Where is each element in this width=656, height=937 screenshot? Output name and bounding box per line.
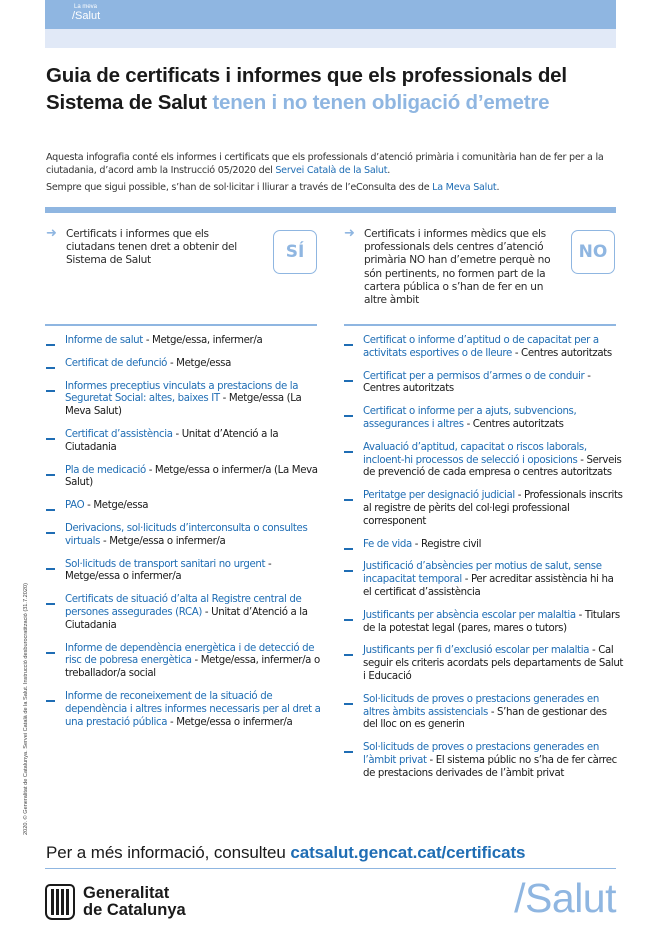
si-badge: SÍ bbox=[273, 230, 317, 274]
list-item: Fe de vida - Registre civil bbox=[344, 539, 624, 552]
dash-bullet-icon bbox=[344, 499, 353, 501]
no-badge: NO bbox=[571, 230, 615, 274]
list-item: Certificat o informe per a ajuts, subvencions, assegurances i altres - Centres autoritzats bbox=[344, 406, 624, 432]
list-item: Certificat per a permisos d’armes o de conduir - Centres autoritzats bbox=[344, 371, 624, 397]
list-item: Derivacions, sol·licituds d’interconsulta o consultes virtuals - Metge/essa o infermer/a bbox=[46, 523, 326, 549]
si-column-divider bbox=[45, 324, 317, 326]
dash-bullet-icon bbox=[344, 703, 353, 705]
dash-bullet-icon bbox=[46, 603, 55, 605]
copyright-side-note: 2020. © Generalitat de Catalunya. Servei Català de la Salut. Instrucció desburocratització (31.7.2020) bbox=[23, 583, 29, 835]
top-sub-banner bbox=[45, 29, 616, 48]
catalan-shield-icon bbox=[45, 884, 75, 920]
footer-divider bbox=[45, 868, 616, 869]
no-list bbox=[344, 335, 624, 791]
dash-bullet-icon bbox=[344, 619, 353, 621]
salut-logo: /Salut bbox=[514, 875, 616, 921]
dash-bullet-icon bbox=[46, 700, 55, 702]
list-item: Sol·licituds de proves o prestacions generades en altres àmbits assistencials - S’han de gestionar des del lloc on es generin bbox=[344, 694, 624, 732]
list-item: Justificants per fi d’exclusió escolar per malaltia - Cal seguir els criteris acordats pels departaments de Salut i Educació bbox=[344, 645, 624, 683]
dash-bullet-icon bbox=[344, 415, 353, 417]
dash-bullet-icon bbox=[344, 570, 353, 572]
page-title: Guia de certificats i informes que els professionals del Sistema de Salut tenen i no tenen obligació d’emetre bbox=[46, 64, 567, 114]
intro-text bbox=[46, 152, 626, 200]
list-item: Informes preceptius vinculats a prestacions de la Seguretat Social: altes, baixes IT - Metge/essa (La Meva Salut) bbox=[46, 381, 326, 419]
dash-bullet-icon bbox=[344, 548, 353, 550]
servei-catala-link[interactable]: Servei Català de la Salut bbox=[275, 164, 388, 176]
list-item: Informe de dependència energètica i de detecció de risc de pobresa energètica - Metge/essa, infermer/a o treballador/a social bbox=[46, 643, 326, 681]
more-info: Per a més informació, consulteu catsalut.gencat.cat/certificats bbox=[46, 843, 526, 862]
list-item: Informe de salut - Metge/essa, infermer/a bbox=[46, 335, 326, 348]
list-item: Sol·licituds de transport sanitari no urgent - Metge/essa o infermer/a bbox=[46, 559, 326, 585]
list-item: PAO - Metge/essa bbox=[46, 500, 326, 513]
list-item: Pla de medicació - Metge/essa o infermer/a (La Meva Salut) bbox=[46, 465, 326, 491]
dash-bullet-icon bbox=[344, 654, 353, 656]
dash-bullet-icon bbox=[344, 380, 353, 382]
dash-bullet-icon bbox=[344, 751, 353, 753]
dash-bullet-icon bbox=[46, 509, 55, 511]
dash-bullet-icon bbox=[46, 532, 55, 534]
top-banner bbox=[45, 0, 616, 29]
la-meva-salut-logo: La meva /Salut bbox=[72, 4, 101, 22]
list-item: Sol·licituds de proves o prestacions generades en l’àmbit privat - El sistema públic no s’ha de fer càrrec de prestacions derivades de l’àmbit privat bbox=[344, 742, 624, 780]
dash-bullet-icon bbox=[46, 474, 55, 476]
dash-bullet-icon bbox=[46, 568, 55, 570]
dash-bullet-icon bbox=[344, 451, 353, 453]
arrow-right-icon: ➜ bbox=[344, 226, 355, 241]
list-item: Certificats de situació d’alta al Registre central de persones assegurades (RCA) - Unitat d’Atenció a la Ciutadania bbox=[46, 594, 326, 632]
si-list bbox=[46, 335, 326, 739]
dash-bullet-icon bbox=[46, 344, 55, 346]
dash-bullet-icon bbox=[344, 344, 353, 346]
dash-bullet-icon bbox=[46, 438, 55, 440]
intro-paragraph-1: Aquesta infografia conté els informes i certificats que els professionals d’atenció primària i comunitària han de fer per a la ciutadania, d’acord amb la Instrucció 05/2020 del Servei Català de la Salut. bbox=[46, 152, 604, 176]
dash-bullet-icon bbox=[46, 367, 55, 369]
catsalut-certificats-link[interactable]: catsalut.gencat.cat/certificats bbox=[290, 843, 526, 862]
no-column-divider bbox=[344, 324, 616, 326]
list-item: Certificat de defunció - Metge/essa bbox=[46, 358, 326, 371]
list-item: Peritatge per designació judicial - Professionals inscrits al registre de pèrits del col·legi professional corresponent bbox=[344, 490, 624, 528]
list-item: Certificat o informe d’aptitud o de capacitat per a activitats esportives o de lleure - Centres autoritzats bbox=[344, 335, 624, 361]
section-divider bbox=[45, 207, 616, 213]
list-item: Certificat d’assistència - Unitat d’Atenció a la Ciutadania bbox=[46, 429, 326, 455]
la-meva-salut-link[interactable]: La Meva Salut bbox=[432, 182, 497, 193]
intro-paragraph-2: Sempre que sigui possible, s’han de sol·licitar i lliurar a través de l’eConsulta des de La Meva Salut. bbox=[46, 182, 500, 193]
dash-bullet-icon bbox=[46, 390, 55, 392]
generalitat-logo: Generalitat de Catalunya bbox=[45, 884, 186, 920]
list-item: Informe de reconeixement de la situació de dependència i altres informes necessaris per al dret a una prestació pública - Metge/essa o infermer/a bbox=[46, 691, 326, 729]
list-item: Justificants per absència escolar per malaltia - Titulars de la potestat legal (pares, mares o tutors) bbox=[344, 610, 624, 636]
list-item: Justificació d’absències per motius de salut, sense incapacitat temporal - Per acreditar assistència hi ha el certificat d’assistència bbox=[344, 561, 624, 599]
list-item: Avaluació d’aptitud, capacitat o riscos laborals, incloent-hi processos de selecció i oposicions - Serveis de prevenció de cada empresa o centres autoritzats bbox=[344, 442, 624, 480]
dash-bullet-icon bbox=[46, 652, 55, 654]
arrow-right-icon: ➜ bbox=[46, 226, 57, 241]
